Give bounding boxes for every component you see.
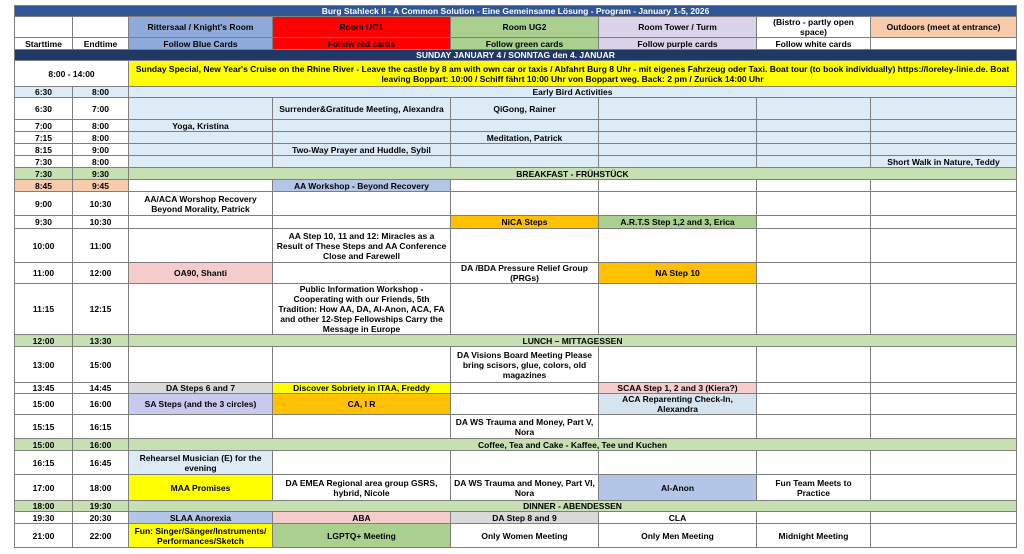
end-time-cell: 22:00: [73, 524, 129, 548]
empty-cell: [757, 383, 871, 394]
end-time-cell: 8:00: [73, 87, 129, 98]
empty-cell: [273, 192, 451, 216]
session-cell: Yoga, Kristina: [129, 120, 273, 132]
empty-cell: [273, 347, 451, 383]
empty-cell: [129, 180, 273, 192]
session-cell: Midnight Meeting: [757, 524, 871, 548]
start-time-cell: 8:15: [15, 144, 73, 156]
schedule-row: [15, 284, 1017, 335]
start-time-cell: 15:00: [15, 439, 73, 451]
start-time-cell: 6:30: [15, 98, 73, 120]
empty-cell: [871, 132, 1017, 144]
empty-cell: [757, 512, 871, 524]
empty-cell: [599, 451, 757, 475]
session-cell: ABA: [273, 512, 451, 524]
schedule-row: [15, 263, 1017, 284]
schedule-row: [15, 415, 1017, 439]
session-cell: Fun Team Meets to Practice: [757, 475, 871, 501]
empty-cell: [871, 180, 1017, 192]
session-cell: Short Walk in Nature, Teddy: [871, 156, 1017, 168]
session-cell: Rehearsel Musician (E) for the evening: [129, 451, 273, 475]
session-cell: ACA Reparenting Check-In, Alexandra: [599, 394, 757, 415]
end-time-cell: 8:00: [73, 120, 129, 132]
empty-cell: [599, 120, 757, 132]
session-cell: OA90, Shanti: [129, 263, 273, 284]
start-time-cell: 10:00: [15, 229, 73, 263]
session-cell: NA Step 10: [599, 263, 757, 284]
section-banner: Sunday Special, New Year's Cruise on the Rhine River - Leave the castle by 8 am with own car or taxis / Abfahrt Burg 8 Uhr - mit eigenes Fahrzeug oder Taxi. Boat tour (to book individually) https://loreley-linie.de. Boat leaving Boppart: 10:00 / Schiff fährt 10:00 Uhr von Boppart weg. Back: 2 pm / Zurück 14:00 Uhr: [129, 61, 1017, 87]
end-time-cell: 10:30: [73, 216, 129, 229]
room-header-tower: Room Tower / Turm: [599, 17, 757, 38]
start-time-cell: 8:45: [15, 180, 73, 192]
empty-cell: [129, 347, 273, 383]
empty-cell: [757, 216, 871, 229]
card-label-red: Follow red cards: [273, 38, 451, 50]
room-name-row: [15, 17, 1017, 38]
empty-cell: [451, 156, 599, 168]
empty-cell: [871, 192, 1017, 216]
end-time-cell: 18:00: [73, 475, 129, 501]
empty-cell: [599, 132, 757, 144]
empty-cell: [129, 156, 273, 168]
title-row: [15, 6, 1017, 17]
session-cell: LGPTQ+ Meeting: [273, 524, 451, 548]
end-time-cell: 7:00: [73, 98, 129, 120]
section-banner: Coffee, Tea and Cake - Kaffee, Tee und Kuchen: [129, 439, 1017, 451]
end-time-cell: 19:30: [73, 501, 129, 512]
empty-cell: [871, 216, 1017, 229]
schedule-row: [15, 512, 1017, 524]
empty-cell: [129, 144, 273, 156]
start-time-cell: 15:00: [15, 394, 73, 415]
session-cell: AA/ACA Worshop Recovery Beyond Morality, Patrick: [129, 192, 273, 216]
schedule-row: [15, 144, 1017, 156]
empty-cell: [273, 132, 451, 144]
empty-cell: [273, 451, 451, 475]
session-cell: Meditation, Patrick: [451, 132, 599, 144]
card-label-blue: Follow Blue Cards: [129, 38, 273, 50]
empty-cell: [273, 156, 451, 168]
end-time-cell: 16:15: [73, 415, 129, 439]
end-time-cell: 10:30: [73, 192, 129, 216]
end-time-cell: 12:15: [73, 284, 129, 335]
schedule-row: [15, 156, 1017, 168]
start-time-cell: 15:15: [15, 415, 73, 439]
end-time-cell: 9:00: [73, 144, 129, 156]
session-cell: DA Step 8 and 9: [451, 512, 599, 524]
empty-cell: [871, 144, 1017, 156]
empty-cell: [871, 98, 1017, 120]
empty-cell: [129, 229, 273, 263]
empty-cell: [757, 347, 871, 383]
room-header-bistro: (Bistro - partly open space): [757, 17, 871, 38]
empty-cell: [871, 451, 1017, 475]
empty-cell: [757, 156, 871, 168]
schedule-row: [15, 451, 1017, 475]
session-cell: A.R.T.S Step 1,2 and 3, Erica: [599, 216, 757, 229]
session-cell: DA WS Trauma and Money, Part V, Nora: [451, 415, 599, 439]
schedule-row: [15, 61, 1017, 87]
empty-cell: [451, 229, 599, 263]
empty-cell: [757, 192, 871, 216]
session-cell: DA Steps 6 and 7: [129, 383, 273, 394]
schedule-row: [15, 475, 1017, 501]
section-banner: BREAKFAST - FRÜHSTÜCK: [129, 168, 1017, 180]
day-banner: SUNDAY JANUARY 4 / SONNTAG den 4. JANUAR: [15, 50, 1017, 61]
schedule-row: [15, 335, 1017, 347]
day-banner-row: [15, 50, 1017, 61]
empty-cell: [871, 120, 1017, 132]
card-label-outdoors: [871, 38, 1017, 50]
empty-cell: [599, 229, 757, 263]
start-time-cell: 7:30: [15, 168, 73, 180]
empty-cell: [871, 284, 1017, 335]
start-time-cell: 6:30: [15, 87, 73, 98]
empty-cell: [273, 263, 451, 284]
empty-cell: [757, 120, 871, 132]
session-cell: DA WS Trauma and Money, Part VI, Nora: [451, 475, 599, 501]
empty-cell: [273, 415, 451, 439]
empty-cell: [451, 383, 599, 394]
end-time-cell: 16:00: [73, 394, 129, 415]
start-time-cell: 18:00: [15, 501, 73, 512]
empty-cell: [871, 383, 1017, 394]
start-time-cell: 7:15: [15, 132, 73, 144]
schedule-row: [15, 87, 1017, 98]
empty-cell: [599, 144, 757, 156]
empty-cell: [129, 216, 273, 229]
start-time-cell: 13:45: [15, 383, 73, 394]
session-cell: QiGong, Rainer: [451, 98, 599, 120]
empty-cell: [599, 415, 757, 439]
header-blank-end: [73, 17, 129, 38]
empty-cell: [599, 98, 757, 120]
schedule-row: [15, 120, 1017, 132]
empty-cell: [757, 229, 871, 263]
endtime-header: Endtime: [73, 38, 129, 50]
start-time-cell: 11:15: [15, 284, 73, 335]
card-row: [15, 38, 1017, 50]
end-time-cell: 8:00: [73, 156, 129, 168]
end-time-cell: 16:45: [73, 451, 129, 475]
schedule-row: [15, 98, 1017, 120]
empty-cell: [757, 180, 871, 192]
schedule-row: [15, 439, 1017, 451]
session-cell: Surrender&Gratitude Meeting, Alexandra: [273, 98, 451, 120]
schedule-row: [15, 524, 1017, 548]
schedule-row: [15, 394, 1017, 415]
start-time-cell: 9:30: [15, 216, 73, 229]
session-cell: SCAA Step 1, 2 and 3 (Kiera?): [599, 383, 757, 394]
empty-cell: [757, 394, 871, 415]
empty-cell: [129, 132, 273, 144]
empty-cell: [451, 451, 599, 475]
empty-cell: [451, 180, 599, 192]
empty-cell: [599, 156, 757, 168]
room-header-rittersaal: Rittersaal / Knight's Room: [129, 17, 273, 38]
empty-cell: [757, 451, 871, 475]
start-time-cell: 7:00: [15, 120, 73, 132]
start-time-cell: 12:00: [15, 335, 73, 347]
schedule-row: [15, 347, 1017, 383]
schedule-row: [15, 229, 1017, 263]
schedule-row: [15, 383, 1017, 394]
section-banner: LUNCH – MITTAGESSEN: [129, 335, 1017, 347]
schedule-row: [15, 180, 1017, 192]
schedule-row: [15, 132, 1017, 144]
card-label-white: Follow white cards: [757, 38, 871, 50]
empty-cell: [129, 415, 273, 439]
session-cell: Discover Sobriety in ITAA, Freddy: [273, 383, 451, 394]
empty-cell: [273, 216, 451, 229]
empty-cell: [757, 132, 871, 144]
session-cell: CLA: [599, 512, 757, 524]
empty-cell: [871, 512, 1017, 524]
session-cell: Al-Anon: [599, 475, 757, 501]
schedule-row: [15, 192, 1017, 216]
end-time-cell: 8:00: [73, 132, 129, 144]
session-cell: AA Step 10, 11 and 12: Miracles as a Result of These Steps and AA Conference Close and Farewell: [273, 229, 451, 263]
section-banner: DINNER - ABENDESSEN: [129, 501, 1017, 512]
empty-cell: [757, 415, 871, 439]
end-time-cell: 13:30: [73, 335, 129, 347]
start-time-cell: 11:00: [15, 263, 73, 284]
empty-cell: [129, 284, 273, 335]
end-time-cell: 14:45: [73, 383, 129, 394]
room-header-ug2: Room UG2: [451, 17, 599, 38]
start-time-cell: 17:00: [15, 475, 73, 501]
empty-cell: [599, 192, 757, 216]
session-cell: Two-Way Prayer and Huddle, Sybil: [273, 144, 451, 156]
empty-cell: [757, 98, 871, 120]
empty-cell: [871, 394, 1017, 415]
schedule-row: [15, 501, 1017, 512]
session-cell: NiCA Steps: [451, 216, 599, 229]
start-time-cell: 13:00: [15, 347, 73, 383]
card-label-purple: Follow purple cards: [599, 38, 757, 50]
empty-cell: [451, 120, 599, 132]
room-header-outdoors: Outdoors (meet at entrance): [871, 17, 1017, 38]
end-time-cell: 16:00: [73, 439, 129, 451]
start-time-cell: 9:00: [15, 192, 73, 216]
starttime-header: Starttime: [15, 38, 73, 50]
empty-cell: [757, 284, 871, 335]
empty-cell: [599, 347, 757, 383]
session-cell: Public Information Workshop - Cooperating with our Friends, 5th Tradition: How AA, DA, Al-Anon, ACA, FA and other 12-Step Fellowships Carry the Message in Europe: [273, 284, 451, 335]
header-blank-start: [15, 17, 73, 38]
start-time-cell: 19:30: [15, 512, 73, 524]
end-time-cell: 12:00: [73, 263, 129, 284]
empty-cell: [757, 144, 871, 156]
page-title: Burg Stahleck II - A Common Solution - Eine Gemeinsame Lösung - Program - January 1-5, 2026: [15, 6, 1017, 17]
empty-cell: [871, 347, 1017, 383]
empty-cell: [871, 229, 1017, 263]
schedule-row: [15, 168, 1017, 180]
empty-cell: [871, 475, 1017, 501]
start-time-cell: 16:15: [15, 451, 73, 475]
end-time-cell: 9:45: [73, 180, 129, 192]
start-time-cell: 21:00: [15, 524, 73, 548]
empty-cell: [451, 144, 599, 156]
empty-cell: [451, 192, 599, 216]
empty-cell: [451, 394, 599, 415]
section-banner: Early Bird Activities: [129, 87, 1017, 98]
session-cell: AA Workshop - Beyond Recovery: [273, 180, 451, 192]
session-cell: SA Steps (and the 3 circles): [129, 394, 273, 415]
empty-cell: [871, 263, 1017, 284]
schedule-body: [15, 6, 1017, 548]
empty-cell: [129, 98, 273, 120]
session-cell: Only Women Meeting: [451, 524, 599, 548]
start-time-cell: 7:30: [15, 156, 73, 168]
session-cell: DA /BDA Pressure Relief Group (PRGs): [451, 263, 599, 284]
empty-cell: [871, 524, 1017, 548]
room-header-ug1: Room UG1: [273, 17, 451, 38]
session-cell: DA EMEA Regional area group GSRS, hybrid, Nicole: [273, 475, 451, 501]
empty-cell: [451, 284, 599, 335]
session-cell: DA Visions Board Meeting Please bring scisors, glue, colors, old magazines: [451, 347, 599, 383]
empty-cell: [273, 120, 451, 132]
end-time-cell: 11:00: [73, 229, 129, 263]
empty-cell: [871, 415, 1017, 439]
end-time-cell: 9:30: [73, 168, 129, 180]
end-time-cell: 20:30: [73, 512, 129, 524]
empty-cell: [599, 284, 757, 335]
session-cell: Only Men Meeting: [599, 524, 757, 548]
empty-cell: [599, 180, 757, 192]
schedule-grid: [14, 5, 1016, 554]
time-range-cell: 8:00 - 14:00: [15, 61, 129, 87]
session-cell: MAA Promises: [129, 475, 273, 501]
schedule-table: [14, 5, 1017, 548]
schedule-row: [15, 216, 1017, 229]
session-cell: Fun: Singer/Sänger/Instruments/ Performances/Sketch: [129, 524, 273, 548]
session-cell: SLAA Anorexia: [129, 512, 273, 524]
card-label-green: Follow green cards: [451, 38, 599, 50]
end-time-cell: 15:00: [73, 347, 129, 383]
session-cell: CA, I R: [273, 394, 451, 415]
empty-cell: [757, 263, 871, 284]
